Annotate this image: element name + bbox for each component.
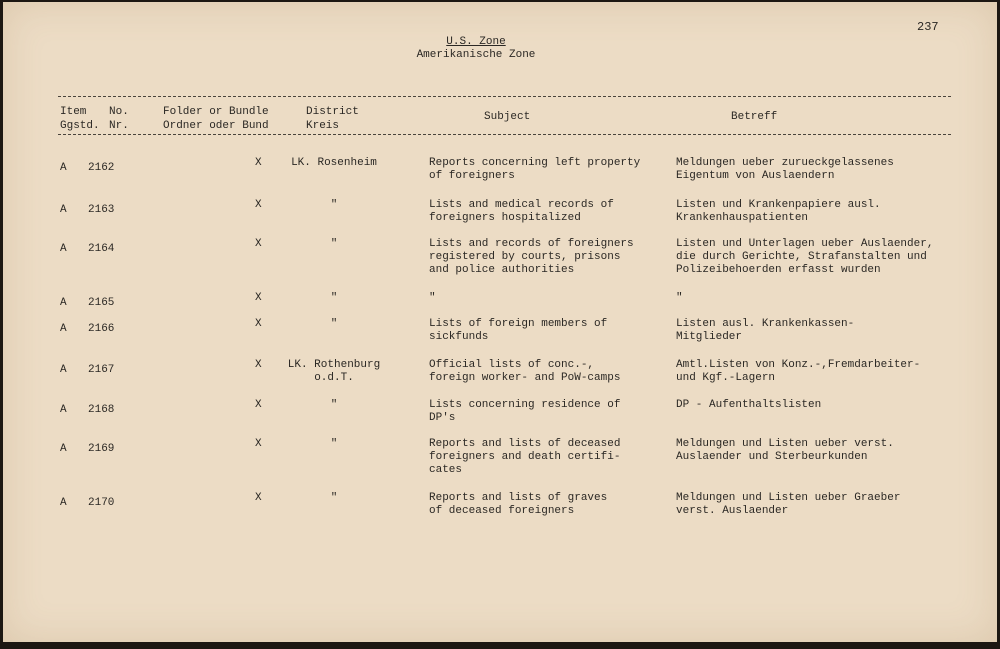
row-betreff: Listen ausl. Krankenkassen- Mitglieder xyxy=(676,318,855,343)
row-subject: Lists of foreign members of sickfunds xyxy=(429,318,608,343)
header-bottom-rule xyxy=(58,134,951,135)
row-subject: Lists concerning residence of DP's xyxy=(429,399,621,424)
row-district: " xyxy=(330,438,338,450)
row-subject: " xyxy=(429,292,436,304)
row-folder-mark: X xyxy=(255,238,262,250)
zone-heading xyxy=(3,36,949,62)
row-folder-mark: X xyxy=(255,359,262,371)
zone-german: Amerikanische Zone xyxy=(416,49,536,61)
header-district: District Kreis xyxy=(306,106,359,132)
row-number: 2169 xyxy=(88,443,115,455)
row-folder-mark: X xyxy=(255,492,262,504)
header-folder: Folder or Bundle Ordner oder Bund xyxy=(163,106,269,132)
row-folder-mark: X xyxy=(255,438,262,450)
row-folder-mark: X xyxy=(255,318,262,330)
row-district: " xyxy=(330,292,338,304)
row-betreff: Meldungen ueber zurueckgelassenes Eigentum von Auslaendern xyxy=(676,157,894,182)
row-item: A xyxy=(60,204,67,216)
row-item: A xyxy=(60,497,67,509)
row-item: A xyxy=(60,443,67,455)
row-folder-mark: X xyxy=(255,199,262,211)
row-district: " xyxy=(330,318,338,330)
row-betreff: Amtl.Listen von Konz.-,Fremdarbeiter- und Kgf.-Lagern xyxy=(676,359,921,384)
row-district: " xyxy=(330,399,338,411)
header-subject: Subject xyxy=(484,111,531,123)
row-item: A xyxy=(60,364,67,376)
row-item: A xyxy=(60,243,67,255)
row-number: 2164 xyxy=(88,243,115,255)
row-betreff: " xyxy=(676,292,683,304)
zone-english: U.S. Zone xyxy=(446,36,506,48)
row-subject: Reports concerning left property of foreigners xyxy=(429,157,641,182)
row-number: 2168 xyxy=(88,404,115,416)
row-number: 2165 xyxy=(88,297,115,309)
row-subject: Official lists of conc.-, foreign worker- and PoW-camps xyxy=(429,359,621,384)
document-page xyxy=(3,2,997,642)
row-item: A xyxy=(60,162,67,174)
row-district: LK. Rosenheim xyxy=(291,157,377,169)
header-no: No. Nr. xyxy=(109,106,129,132)
row-betreff: Meldungen und Listen ueber Graeber verst. Auslaender xyxy=(676,492,901,517)
row-item: A xyxy=(60,323,67,335)
row-number: 2166 xyxy=(88,323,115,335)
row-number: 2162 xyxy=(88,162,115,174)
row-subject: Lists and records of foreigners registered by courts, prisons and police authorities xyxy=(429,238,634,276)
row-subject: Reports and lists of deceased foreigners and death certifi- cates xyxy=(429,438,621,476)
row-betreff: Meldungen und Listen ueber verst. Auslaender und Sterbeurkunden xyxy=(676,438,894,463)
row-subject: Reports and lists of graves of deceased foreigners xyxy=(429,492,608,517)
row-district: " xyxy=(330,492,338,504)
page-number: 237 xyxy=(917,20,939,34)
row-folder-mark: X xyxy=(255,157,262,169)
row-item: A xyxy=(60,404,67,416)
row-folder-mark: X xyxy=(255,292,262,304)
row-betreff: Listen und Unterlagen ueber Auslaender, die durch Gerichte, Strafanstalten und Polizeibehoerden erfasst wurden xyxy=(676,238,934,276)
header-item: Item Ggstd. xyxy=(60,106,100,132)
row-district: LK. Rothenburg o.d.T. xyxy=(287,359,381,384)
row-number: 2167 xyxy=(88,364,115,376)
row-betreff: DP - Aufenthaltslisten xyxy=(676,399,822,411)
header-betreff: Betreff xyxy=(731,111,778,123)
row-district: " xyxy=(330,199,338,211)
row-betreff: Listen und Krankenpapiere ausl. Krankenhauspatienten xyxy=(676,199,881,224)
row-folder-mark: X xyxy=(255,399,262,411)
row-number: 2170 xyxy=(88,497,115,509)
row-district: " xyxy=(330,238,338,250)
row-subject: Lists and medical records of foreigners hospitalized xyxy=(429,199,614,224)
row-number: 2163 xyxy=(88,204,115,216)
row-item: A xyxy=(60,297,67,309)
header-top-rule xyxy=(58,96,951,97)
